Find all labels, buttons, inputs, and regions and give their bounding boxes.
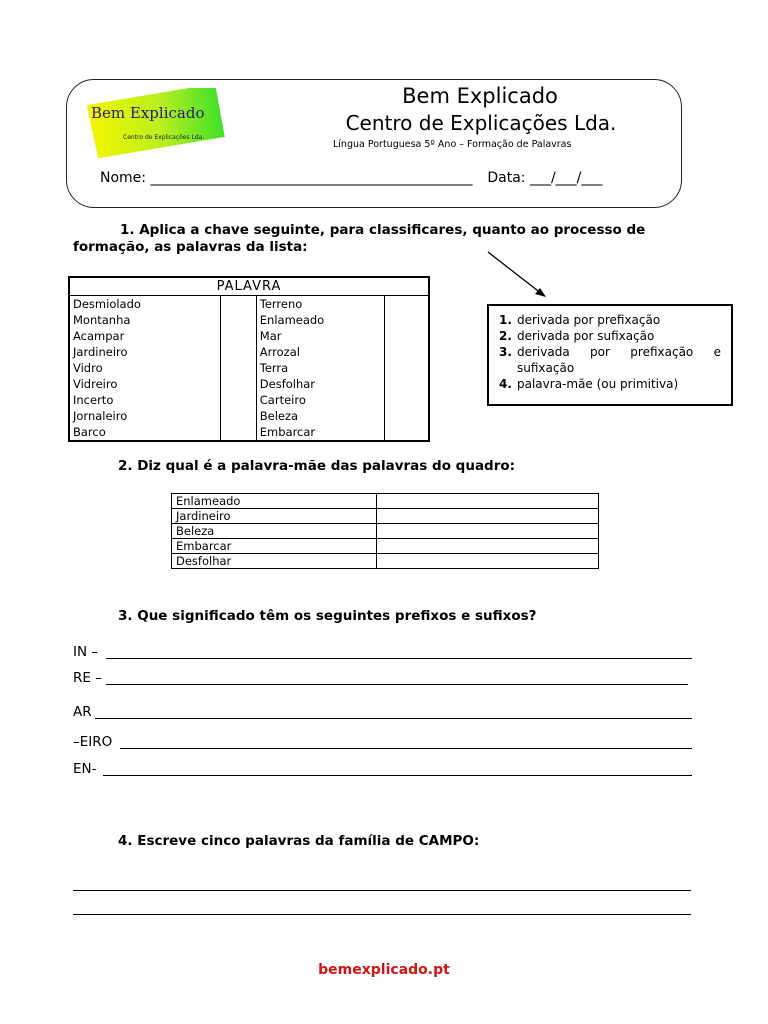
key-text: palavra-mãe (ou primitiva) xyxy=(517,377,679,391)
word-cell: Desfolhar xyxy=(172,554,377,569)
affix-label: IN – xyxy=(73,644,99,660)
answer-cell[interactable] xyxy=(220,408,256,424)
word-cell: Enlameado xyxy=(256,312,384,328)
question-3: 3. Que significado têm os seguintes prefixos e sufixos? xyxy=(118,608,537,624)
answer-cell[interactable] xyxy=(220,312,256,328)
word-cell: Jardineiro xyxy=(172,509,377,524)
question-1-line2: formação, as palavras da lista: xyxy=(73,239,308,255)
word-cell: Desmiolado xyxy=(69,296,220,313)
answer-cell[interactable] xyxy=(377,539,599,554)
answer-cell[interactable] xyxy=(384,328,429,344)
word-cell: Jornaleiro xyxy=(69,408,220,424)
classification-key xyxy=(487,304,733,406)
answer-cell[interactable] xyxy=(220,376,256,392)
affix-label: RE – xyxy=(73,670,102,686)
table-row xyxy=(69,360,429,376)
answer-line[interactable] xyxy=(95,718,692,719)
logo-name: Bem Explicado xyxy=(91,104,205,122)
table-row xyxy=(69,376,429,392)
word-cell: Embarcar xyxy=(172,539,377,554)
word-cell: Vidreiro xyxy=(69,376,220,392)
answer-line[interactable] xyxy=(106,658,692,659)
answer-line[interactable] xyxy=(103,775,692,776)
answer-cell[interactable] xyxy=(220,328,256,344)
answer-cell[interactable] xyxy=(384,360,429,376)
key-text: derivada por prefixação e sufixação xyxy=(517,345,721,375)
answer-cell[interactable] xyxy=(384,424,429,441)
key-item xyxy=(499,328,721,344)
question-4: 4. Escreve cinco palavras da família de CAMPO: xyxy=(118,833,480,849)
word-cell: Enlameado xyxy=(172,494,377,509)
answer-line[interactable] xyxy=(73,890,691,891)
page-title-company: Centro de Explicações Lda. xyxy=(345,111,617,135)
key-text: derivada por sufixação xyxy=(517,329,655,343)
affix-label: –EIRO xyxy=(73,734,113,750)
word-cell: Terra xyxy=(256,360,384,376)
key-item xyxy=(499,312,721,328)
key-item xyxy=(499,376,721,392)
word-cell: Beleza xyxy=(256,408,384,424)
table-row xyxy=(69,328,429,344)
date-field[interactable]: Data: ___/___/___ xyxy=(487,170,603,186)
table-row xyxy=(69,344,429,360)
name-field[interactable]: Nome: ______________________________________________ xyxy=(100,170,473,186)
answer-cell[interactable] xyxy=(384,392,429,408)
key-text: derivada por prefixação xyxy=(517,313,661,327)
question-2: 2. Diz qual é a palavra-mãe das palavras do quadro: xyxy=(118,458,516,474)
word-cell: Embarcar xyxy=(256,424,384,441)
logo-tagline: Centro de Explicações Lda. xyxy=(123,134,205,141)
page-subtitle: Língua Portuguesa 5º Ano – Formação de Palavras xyxy=(333,139,572,150)
word-cell: Barco xyxy=(69,424,220,441)
answer-cell[interactable] xyxy=(384,312,429,328)
key-number: 3. xyxy=(499,345,512,359)
answer-cell[interactable] xyxy=(220,360,256,376)
table-header: PALAVRA xyxy=(69,277,429,296)
answer-cell[interactable] xyxy=(377,554,599,569)
answer-cell[interactable] xyxy=(384,408,429,424)
answer-cell[interactable] xyxy=(220,344,256,360)
word-cell: Jardineiro xyxy=(69,344,220,360)
table-row xyxy=(172,524,599,539)
affix-label: AR xyxy=(73,704,92,720)
word-classification-table xyxy=(68,276,430,442)
table-row xyxy=(172,509,599,524)
affix-label: EN- xyxy=(73,761,97,777)
logo-background xyxy=(87,88,225,160)
key-number: 2. xyxy=(499,329,512,343)
table-row xyxy=(69,408,429,424)
table-row xyxy=(172,554,599,569)
word-cell: Vidro xyxy=(69,360,220,376)
answer-cell[interactable] xyxy=(377,524,599,539)
word-cell: Acampar xyxy=(69,328,220,344)
question-1-line1: 1. Aplica a chave seguinte, para classificares, quanto ao processo de xyxy=(120,222,646,238)
word-cell: Beleza xyxy=(172,524,377,539)
key-item xyxy=(499,344,721,376)
key-number: 1. xyxy=(499,313,512,327)
answer-cell[interactable] xyxy=(377,509,599,524)
table-row xyxy=(69,392,429,408)
answer-cell[interactable] xyxy=(384,296,429,313)
answer-cell[interactable] xyxy=(220,296,256,313)
page-title: Bem Explicado xyxy=(402,84,558,108)
key-number: 4. xyxy=(499,377,512,391)
table-row xyxy=(69,312,429,328)
word-cell: Carteiro xyxy=(256,392,384,408)
answer-cell[interactable] xyxy=(384,376,429,392)
word-cell: Incerto xyxy=(69,392,220,408)
word-cell: Desfolhar xyxy=(256,376,384,392)
arrow-icon xyxy=(486,250,556,310)
answer-line[interactable] xyxy=(106,684,688,685)
answer-cell[interactable] xyxy=(220,392,256,408)
word-cell: Montanha xyxy=(69,312,220,328)
answer-line[interactable] xyxy=(120,748,692,749)
word-cell: Terreno xyxy=(256,296,384,313)
name-date-row xyxy=(100,170,602,186)
word-cell: Mar xyxy=(256,328,384,344)
logo xyxy=(87,88,225,160)
root-word-table xyxy=(171,493,599,569)
word-cell: Arrozal xyxy=(256,344,384,360)
table-row xyxy=(172,539,599,554)
answer-cell[interactable] xyxy=(377,494,599,509)
answer-cell[interactable] xyxy=(384,344,429,360)
table-row xyxy=(69,296,429,313)
table-row xyxy=(69,424,429,441)
answer-cell[interactable] xyxy=(220,424,256,441)
table-row xyxy=(172,494,599,509)
footer-link[interactable]: bemexplicado.pt xyxy=(318,962,450,978)
answer-line[interactable] xyxy=(73,914,691,915)
